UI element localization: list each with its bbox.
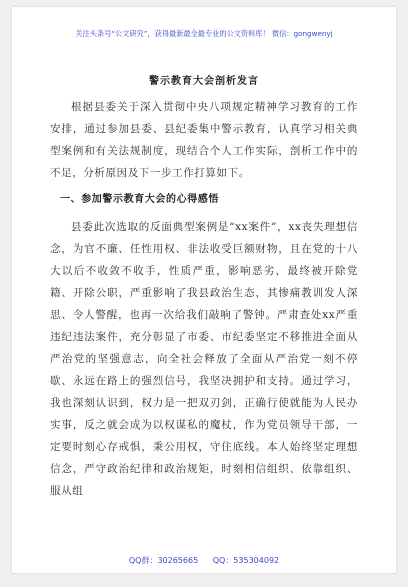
- document-body: [50, 96, 358, 502]
- document-title: 警示教育大会剖析发言: [149, 76, 259, 87]
- footer-qq: QQ：535304092: [212, 556, 280, 565]
- footer-qq-group: QQ群：30265665: [128, 556, 199, 565]
- section-heading: 一、参加警示教育大会的心得感悟: [60, 194, 219, 205]
- footer-contact: [12, 555, 396, 566]
- intro-paragraph: 根据县委关于深入贯彻中央八项规定精神学习教育的工作安排，通过参加县委、县纪委集中警示教育，认真学习相关典型案例和有关法规制度，现结合个人工作实际，剖析工作中的不足，分析原因及下一步工作打算如下。: [50, 101, 358, 179]
- section-paragraph: 县委此次选取的反面典型案例是“xx案件”，xx丧失理想信念，为官不廉、任性用权、非法收受巨额财物，且在党的十八大以后不收敛不收手，性质严重，影响恶劣，最终被开除党籍、开除公职，严重影响了我县政治生态，其惨痛教训发人深思、令人警醒，也再一次给我们敲响了警钟。严肃查处xx严重违纪违法案件，充分彰显了市委、市纪委坚定不移推进全面从严治党的坚强意志，向全社会释放了全面从严治党一刻不停歇、永远在路上的强烈信号，我坚决拥护和支持。通过学习，我也深刻认识到，权力是一把双刃剑，正确行使就能为人民办实事，反之就会成为以权谋私的魔杖，作为党员领导干部，一定要时刻心存戒惧，秉公用权，守住底线。本人始终坚定理想信念，严守政治纪律和政治规矩，时刻相信组织、依靠组织、服从组: [50, 221, 358, 497]
- header-banner: 关注头条号“公文研究”，获得最新最全最专业的公文资料库！ 微信：gongwenyj: [75, 29, 333, 38]
- document-page: [12, 7, 396, 573]
